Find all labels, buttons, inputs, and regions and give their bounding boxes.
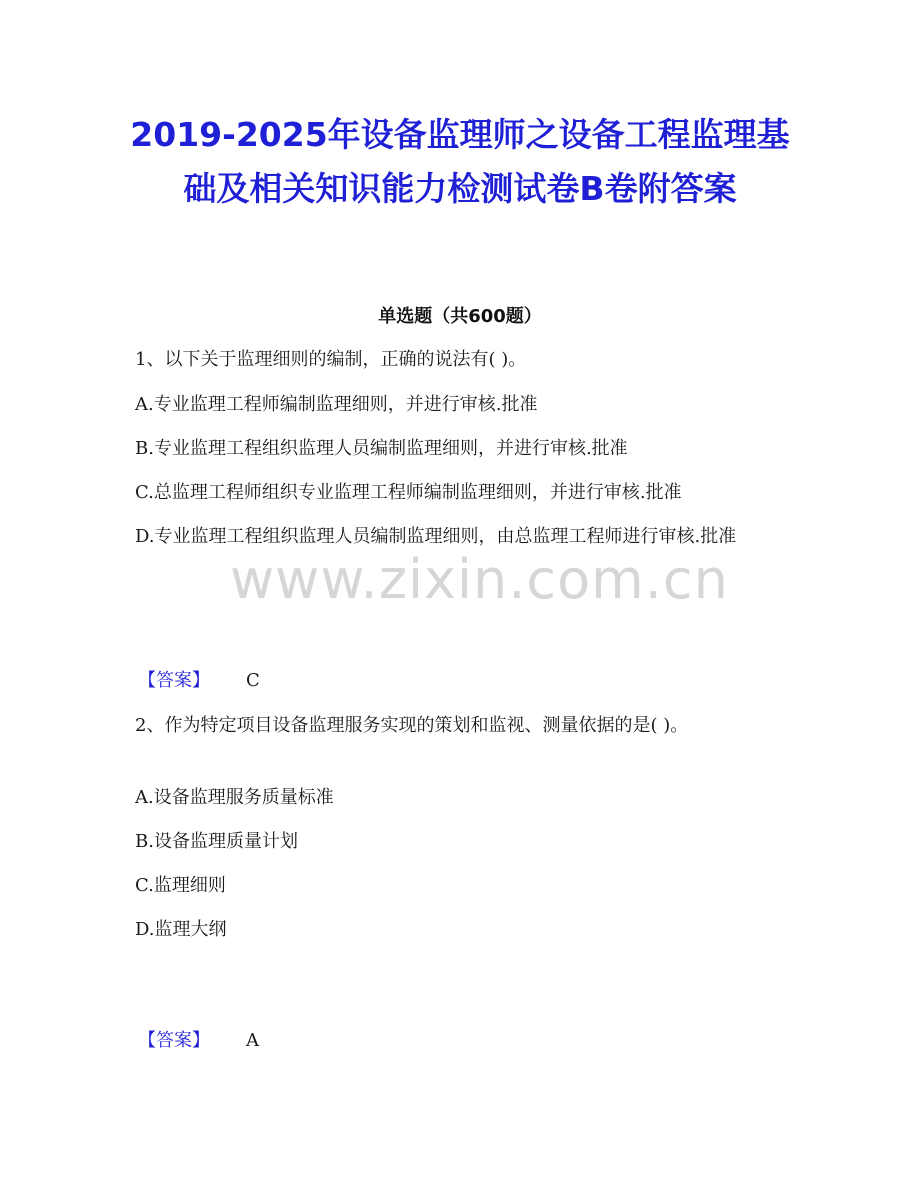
- section-heading: 单选题（共600题）: [378, 306, 542, 327]
- answer-value: A: [246, 1030, 259, 1051]
- question-option: C.监理细则: [135, 875, 226, 896]
- question-option: D.监理大纲: [135, 919, 227, 940]
- answer-value: C: [246, 670, 260, 691]
- answer-row: [138, 1026, 259, 1056]
- question-stem: 1、以下关于监理细则的编制，正确的说法有( )。: [135, 349, 527, 370]
- watermark: www.zixin.com.cn: [230, 548, 729, 611]
- question-option: D.专业监理工程组织监理人员编制监理细则，由总监理工程师进行审核.批准: [135, 526, 737, 547]
- question-option: B.设备监理质量计划: [135, 831, 298, 852]
- question-option: A.设备监理服务质量标准: [135, 787, 334, 808]
- question-stem: 2、作为特定项目设备监理服务实现的策划和监视、测量依据的是( )。: [135, 715, 689, 736]
- question-option: B.专业监理工程组织监理人员编制监理细则，并进行审核.批准: [135, 438, 628, 459]
- answer-row: [138, 666, 260, 696]
- document-title: 2019-2025年设备监理师之设备工程监理基础及相关知识能力检测试卷B卷附答案: [130, 115, 790, 208]
- question-option: A.专业监理工程师编制监理细则，并进行审核.批准: [135, 394, 538, 415]
- answer-label: 【答案】: [138, 1030, 210, 1051]
- question-option: C.总监理工程师组织专业监理工程师编制监理细则，并进行审核.批准: [135, 482, 682, 503]
- answer-label: 【答案】: [138, 670, 210, 691]
